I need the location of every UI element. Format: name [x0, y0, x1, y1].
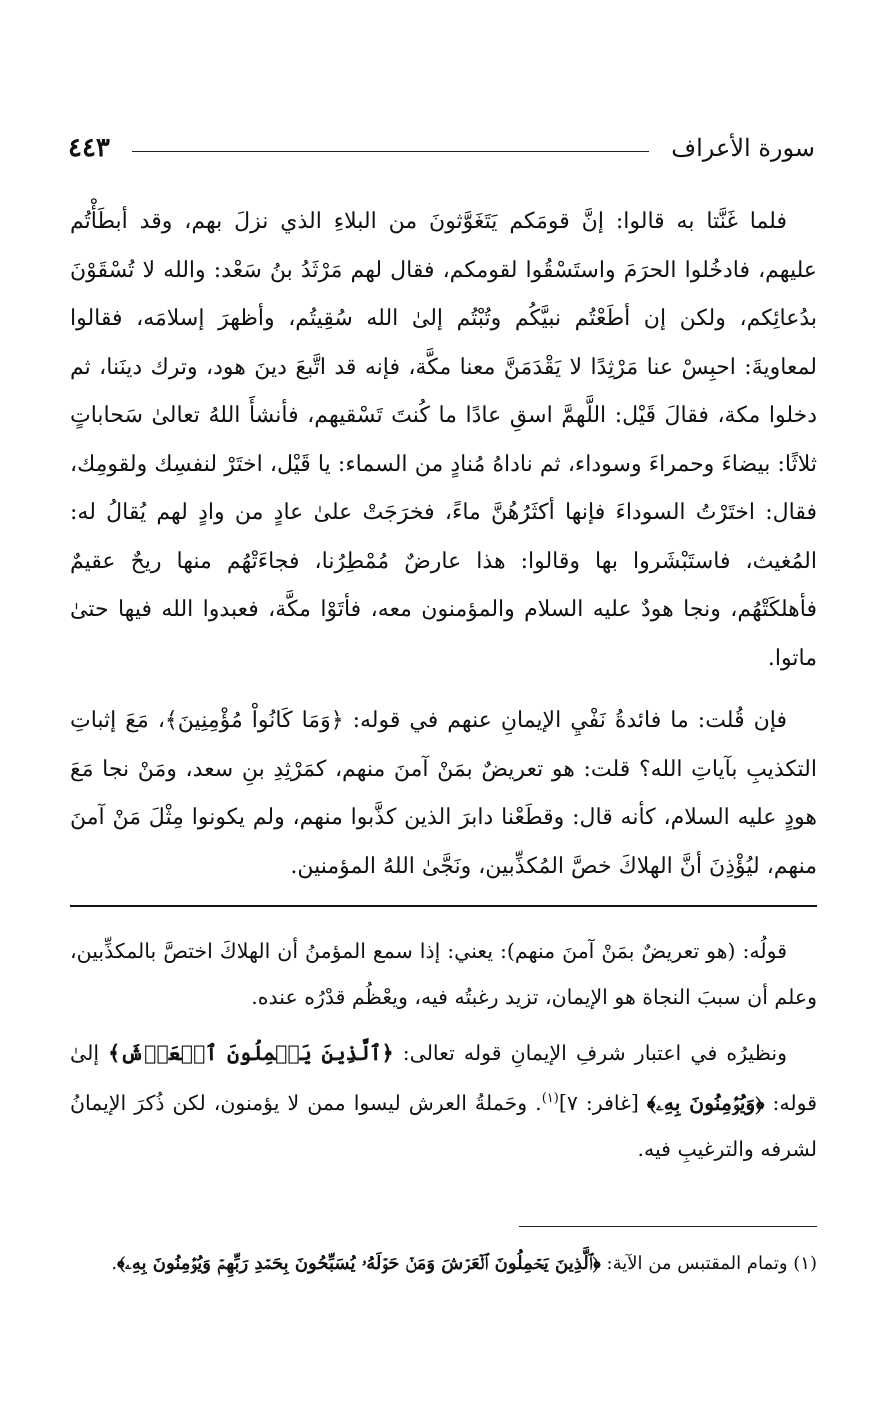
- footnote-quran-quote: ﴿ٱلَّذِينَ يَحۡمِلُونَ ٱلۡعَرۡشَ وَمَنۡ حَوۡلَهُۥ يُسَبِّحُونَ بِحَمۡدِ رَبِّهِمۡ وَيُؤۡمِنُونَ بِهِۦ﴾: [117, 1253, 601, 1274]
- verse-reference: [غافر: ٧]: [558, 1090, 647, 1115]
- main-paragraph: فإن قُلت: ما فائدةُ نَفْيِ الإيمانِ عنهم في قوله: ﴿وَمَا كَانُواْ مُؤْمِنِينَ﴾، مَعَ إثباتِ التكذيبِ بآياتِ الله؟ قلت: هو تعريضٌ بمَنْ آمنَ منهم، كمَرْثِدِ بنِ سعد، ومَنْ نجا مَعَ هودٍ عليه السلام، كأنه قال: وقطَعْنا دابرَ الذين كذَّبوا منهم، ولم يكونوا مِثْلَ مَنْ آمنَ منهم، ليُؤْذِنَ أنَّ الهلاكَ خصَّ المُكذِّبين، ونَجَّىٰ اللهُ المؤمنين.: [70, 708, 817, 879]
- surah-title: سورة الأعراف: [671, 134, 815, 162]
- header-rule: [132, 151, 649, 152]
- commentary-paragraph: قولُه: (هو تعريضٌ بمَنْ آمنَ منهم): يعني: إذا سمع المؤمنُ أن الهلاكَ اختصَّ بالمكذِّبين، وعلم أن سببَ النجاة هو الإيمان، تزيد رغبتُه فيه، ويعْظُم قدْرُه عنده.: [70, 939, 817, 1009]
- section-divider: [70, 905, 817, 907]
- footnote-marker: (١): [541, 1091, 559, 1106]
- commentary-text: [70, 928, 817, 1172]
- commentary-text-run: ونظيرُه في اعتبار شرفِ الإيمانِ قوله تعالى:: [393, 1041, 788, 1065]
- footnote: [70, 1247, 817, 1281]
- main-text: [70, 198, 817, 891]
- footnote-rule: [519, 1226, 817, 1227]
- footnote-suffix: .: [111, 1253, 118, 1274]
- commentary-paragraph: [70, 1030, 817, 1172]
- quran-quote: ﴿ٱلَّذِينَ يَحۡمِلُونَ ٱلۡعَرۡشَ﴾: [108, 1041, 394, 1065]
- commentary-text-run: . وحَملةُ العرش ليسوا ممن لا يؤمنون، لكن ذُكرَ الإيمانُ لشرفه والترغيبِ فيه.: [70, 1090, 817, 1161]
- quran-quote: ﴿وَيُؤۡمِنُونَ بِهِۦ﴾: [646, 1090, 765, 1115]
- page-number: ٤٤٣: [68, 133, 110, 163]
- footnote-prefix: (١) وتمام المقتبس من الآية:: [600, 1253, 817, 1274]
- page-header: [68, 128, 815, 168]
- commentary-text-run: إلىٰ قوله:: [70, 1041, 817, 1115]
- main-paragraph: فلما غَنَّتا به قالوا: إنَّ قومَكم يَتَغَوَّثونَ من البلاءِ الذي نزلَ بهم، وقد أبطَأْتُم عليهم، فادخُلوا الحرَمَ واستَسْقُوا لقومكم، فقال لهم مَرْثَدُ بنُ سَعْد: والله لا تُسْقَوْنَ بدُعائِكم، ولكن إن أطَعْتُم نبيَّكُم وتُبْتُم إلىٰ الله سُقِيتُم، وأظهرَ إسلامَه، فقالوا لمعاويةَ: احبِسْ عنا مَرْثِدًا لا يَقْدَمَنَّ معنا مكَّة، فإنه قد اتَّبعَ دينَ هود، وترك دينَنا، ثم دخلوا مكة، فقالَ قَيْل: اللَّهمَّ اسقِ عادًا ما كُنتَ تَسْقيهم، فأنشأَ اللهُ تعالىٰ سَحاباتٍ ثلاثًا: بيضاءَ وحمراءَ وسوداء، ثم ناداهُ مُنادٍ من السماء: يا قَيْل، اختَرْ لنفسِك ولقومِك، فقال: اختَرْتُ السوداءَ فإنها أكثَرُهُنَّ ماءً، فخرَجَتْ علىٰ عادٍ من وادٍ لهم يُقالُ له: المُغيث، فاستَبْشَروا بها وقالوا: هذا عارضٌ مُمْطِرُنا، فجاءَتْهُم منها ريحٌ عقيمٌ فأهلكَتْهُم، ونجا هودٌ عليه السلام والمؤمنون معه، فأتَوْا مكَّة، فعبدوا الله فيها حتىٰ ماتوا.: [70, 209, 817, 671]
